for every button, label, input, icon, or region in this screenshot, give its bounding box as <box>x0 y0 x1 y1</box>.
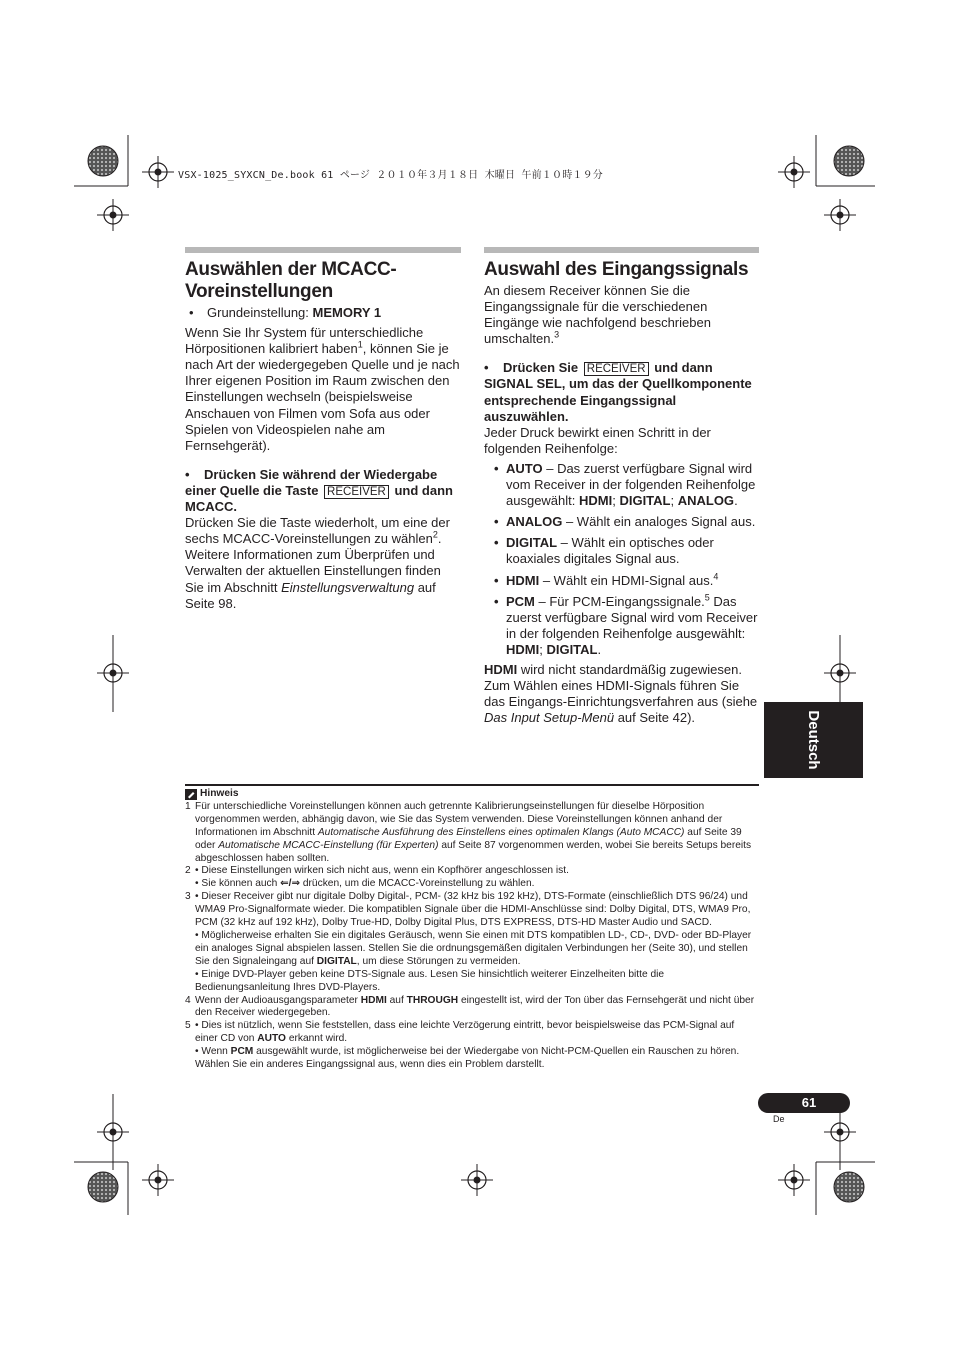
intro-paragraph: An diesem Receiver können Sie die Eingangssignale für die verschiedenen Eingänge wie nachfolgend beschrieben umschalten.$^3$ <box>484 283 711 347</box>
section-bar <box>185 247 461 253</box>
footnote-3: 3 • Dieser Receiver gibt nur digitale Dolby Digital-, PCM- (32 kHz bis 192 kHz), DTS-Formate (einschließlich DTS 96/24) und WMA9 Pro-Signalformate wieder. Die kompatiblen Signale über die HDMI-Anschlüsse sind: Dolby Digital, DTS, WMA9 Pro, PCM (32 kHz auf 192 kHz), Dolby True-HD, Dolby Digital Plus, DTS EXPRESS, DTS-HD Master Audio und SACD. • Möglicherweise erhalten Sie ein digitales Geräusch, wenn Sie einen mit DTS kompatiblen LD-, CD-, DVD- oder BD-Player ein analoges Signal abspielen lassen. Stellen Sie die ordnungsgemäßen digitalen Verbindungen her (Seite 30), und stellen Sie den Signaleingang auf DIGITAL, um diese Störungen zu vermeiden. • Einige DVD-Player geben keine DTS-Signale aus. Lesen Sie hinsichtlich weiterer Einzelheiten bitte die Bedienungsanleitung Ihres DVD-Players. <box>185 891 752 993</box>
footnotes <box>185 784 759 1072</box>
option-auto: • AUTO – Das zuerst verfügbare Signal wird vom Receiver in der folgenden Reihenfolge ausgewählt: HDMI; DIGITAL; ANALOG. <box>484 461 759 509</box>
footnote-2: 2 • Diese Einstellungen wirken sich nicht aus, wenn ein Kopfhörer angeschlossen ist. • Sie können auch ⇐/⇒ drücken, um die MCACC-Voreinstellung zu wählen. <box>185 865 569 890</box>
option-digital: • DIGITAL – Wählt ein optisches oder koaxiales digitales Signal aus. <box>484 535 759 567</box>
footnote-heading: Hinweis <box>185 788 759 801</box>
section-bar <box>484 247 759 253</box>
default-setting: • Grundeinstellung: MEMORY 1 <box>185 305 461 321</box>
receiver-key: RECEIVER <box>324 485 389 499</box>
intro-paragraph: Wenn Sie Ihr System für unterschiedliche Hörpositionen kalibriert haben$^1$, können Sie je nach Art der wiedergegeben Quelle und je nach Ihrer eigenen Position im Raum zwischen den Einstellungen wechseln (beispielsweise Anschauen von Filmen vom Sofa aus oder Spielen von Videospielen nahe am Fernsehgerät). <box>185 325 460 453</box>
left-column <box>185 247 461 612</box>
step-instruction: • Drücken Sie RECEIVER und dann SIGNAL SEL, um das der Quellkomponente entsprechende Eingangssignal auszuwählen. <box>484 360 752 424</box>
page-language: De <box>773 1114 785 1124</box>
section-title-mcacc: Auswählen der MCACC-Voreinstellungen <box>185 259 397 302</box>
footnote-4: 4 Wenn der Audioausgangsparameter HDMI auf THROUGH eingestellt ist, wird der Ton über das Fernsehgerät und nicht über den Receiver wiedergegeben. <box>185 994 755 1019</box>
option-pcm: • PCM – Für PCM-Eingangssignale.$^5$ Das zuerst verfügbare Signal wird vom Receiver in der folgenden Reihenfolge ausgewählt: HDMI; DIGITAL. <box>484 594 759 658</box>
footnote-rule <box>185 784 759 786</box>
receiver-key: RECEIVER <box>584 362 649 376</box>
arrow-keys-icon: ⇐/⇒ <box>280 878 301 890</box>
footnote-1: 1 Für unterschiedliche Voreinstellungen können auch getrennte Kalibrierungseinstellungen für dieselbe Hörposition vorgenommen werden, abhängig davon, wie Sie das System verwenden. Diese Voreinstellungen können anhand der Informationen im Abschnitt Automatische Ausführung des Einstellens eines optimalen Klangs (Auto MCACC) auf Seite 39 oder Automatische MCACC-Einstellung (für Experten) auf Seite 87 vorgenommen werden, wobei Sie bereits Setups bereits abgeschlossen haben sollten. <box>185 800 752 864</box>
option-analog: • ANALOG – Wählt ein analoges Signal aus. <box>484 514 759 530</box>
note-icon <box>185 789 197 800</box>
step-instruction: • Drücken Sie während der Wiedergabe einer Quelle die Taste RECEIVER und dann MCACC. <box>185 466 453 515</box>
step-body: Jeder Druck bewirkt einen Schritt in der folgenden Reihenfolge: <box>484 424 711 456</box>
option-hdmi: • HDMI – Wählt ein HDMI-Signal aus.$^4$ <box>484 573 759 589</box>
page-number-badge: 61 <box>758 1093 850 1113</box>
print-header: VSX-1025_SYXCN_De.book 61 ページ ２０１０年３月１８日 木曜日 午前１０時１９分 <box>178 170 603 181</box>
step-body: Drücken Sie die Taste wiederholt, um eine der sechs MCACC-Voreinstellungen zu wählen$^2$. Weitere Informationen zum Überprüfen und Verwalten der aktuellen Einstellungen finden Sie im Abschnitt Einstellungsverwaltung auf Seite 98. <box>185 515 450 611</box>
section-title-input-signal: Auswahl des Eingangssignals <box>484 259 749 280</box>
right-column <box>484 247 759 726</box>
footnote-5: 5 • Dies ist nützlich, wenn Sie feststellen, dass eine leichte Verzögerung eintritt, bevor beispielsweise das PCM-Signal auf einer CD von AUTO erkannt wird. • Wenn PCM ausgewählt wurde, ist möglicherweise bei der Wiedergabe von Nicht-PCM-Quellen ein Rauschen zu hören. Wählen Sie ein anderes Eingangssignal aus, wenn dies ein Problem darstellt. <box>185 1020 740 1071</box>
language-tab: Deutsch <box>764 702 863 778</box>
closing-paragraph: HDMI wird nicht standardmäßig zugewiesen. Zum Wählen eines HDMI-Signals führen Sie das Eingangs-Einrichtungsverfahren aus (siehe Das Input Setup-Menü auf Seite 42). <box>484 661 758 726</box>
